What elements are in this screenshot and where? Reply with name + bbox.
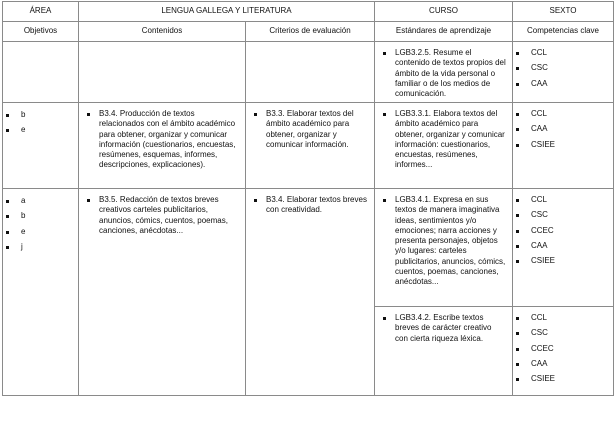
contenido-item: B3.4. Producción de textos relacionados con el ámbito académico para obtener, organizar y comunicar información (cuestionarios, encuestas, resúmenes, esquemas, informes, descripciones, explicaciones). [79,103,245,171]
competencia-item: CSC [513,63,613,73]
estandares-cell [375,189,513,307]
objetivo-item: j [3,242,78,252]
criterio-item: B3.4. Elaborar textos breves con creatividad. [246,189,374,216]
competencia-item: CAA [513,124,613,134]
objetivos-cell [3,189,79,396]
objetivo-item: e [3,125,78,135]
estandares-cell [375,42,513,103]
competencia-item: CSC [513,210,613,220]
objetivo-item: a [3,196,78,206]
competencia-item: CSIEE [513,256,613,266]
header-row [3,2,614,22]
curso-value: SEXTO [513,2,614,22]
area-label: ÁREA [3,2,79,22]
estandar-item: LGB3.2.5. Resume el contenido de textos propios del ámbito de la vida personal o familiar o de los medios de comunicación. [375,42,512,99]
col-objetivos: Objetivos [3,22,79,42]
estandares-cell [375,307,513,396]
competencia-item: CAA [513,241,613,251]
estandar-item: LGB3.3.1. Elabora textos del ámbito académico para obtener, organizar y comunicar información: cuestionarios, encuestas, resúmenes, informes... [375,103,512,171]
col-criterios: Criterios de evaluación [246,22,375,42]
table-row [3,103,614,189]
competencia-item: CCL [513,195,613,205]
table-row [3,189,614,307]
competencia-item: CCL [513,48,613,58]
competencias-cell [513,189,614,307]
criterio-item: B3.3. Elaborar textos del ámbito académico para obtener, organizar y comunicar información. [246,103,374,150]
col-estandares: Estándares de aprendizaje [375,22,513,42]
competencias-cell [513,42,614,103]
competencia-item: CSC [513,328,613,338]
criterios-cell [246,103,375,189]
col-competencias: Competencias clave [513,22,614,42]
competencia-item: CSIEE [513,140,613,150]
contenido-item: B3.5. Redacción de textos breves creativos carteles publicitarios, anuncios, cómics, cuentos, poemas, canciones, anécdotas... [79,189,245,236]
curso-label: CURSO [375,2,513,22]
competencia-item: CCL [513,109,613,119]
contenidos-cell [79,189,246,396]
competencia-item: CAA [513,79,613,89]
contenidos-cell [79,42,246,103]
objetivos-cell [3,103,79,189]
objetivo-item: b [3,110,78,120]
competencia-item: CCEC [513,344,613,354]
table-row [3,42,614,103]
competencia-item: CCL [513,313,613,323]
criterios-cell [246,42,375,103]
objetivo-item: b [3,211,78,221]
objetivos-cell [3,42,79,103]
estandar-item: LGB3.4.2. Escribe textos breves de carácter creativo con cierta riqueza léxica. [375,307,512,344]
area-value: LENGUA GALLEGA Y LITERATURA [79,2,375,22]
contenidos-cell [79,103,246,189]
competencia-item: CAA [513,359,613,369]
competencias-cell [513,103,614,189]
estandar-item: LGB3.4.1. Expresa en sus textos de manera imaginativa ideas, sentimientos y/o emociones; narra acciones y presenta personajes, objetos y/o lugares: carteles publicitarios, anuncios, cómics, cuentos, poemas, canciones, anécdotas... [375,189,512,288]
column-header-row [3,22,614,42]
competencia-item: CCEC [513,226,613,236]
col-contenidos: Contenidos [79,22,246,42]
estandares-cell [375,103,513,189]
competencia-item: CSIEE [513,374,613,384]
competencias-cell [513,307,614,396]
objetivo-item: e [3,227,78,237]
curriculum-table [2,1,614,396]
criterios-cell [246,189,375,396]
